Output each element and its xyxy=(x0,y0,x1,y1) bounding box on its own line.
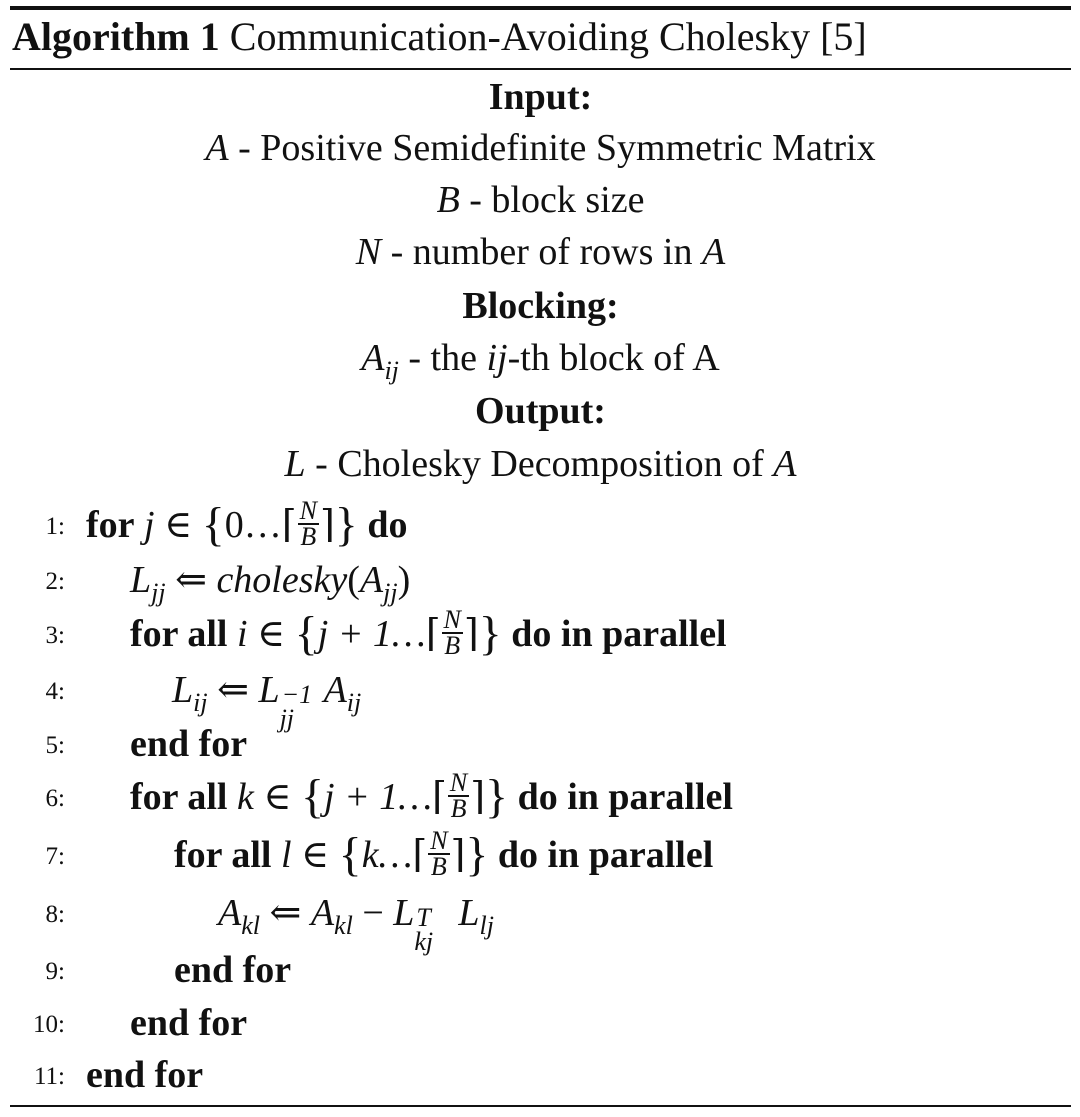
algo-line-2: 2: $L_{jj}$ ⇐ $cholesky(A_{jj})$ xyxy=(45,559,411,607)
algo-line-11: 11: end for xyxy=(33,1054,204,1096)
line-number: 3: xyxy=(45,622,65,649)
bottom-rule xyxy=(10,1105,1071,1107)
line-number: 7: xyxy=(45,843,65,870)
algo-line-9: 9: end for xyxy=(45,949,292,991)
line-number: 11: xyxy=(33,1063,65,1090)
input-item-a: A - Positive Semidefinite Symmetric Matrix xyxy=(205,127,876,169)
line-number: 1: xyxy=(45,513,65,540)
input-header: Input: xyxy=(488,76,593,118)
algo-line-3: 3: for all i ∈ {j + 1…⌈ $\frac{N}{B}$ ⌉} do in parallel xyxy=(45,605,727,661)
line-number: 10: xyxy=(33,1011,65,1038)
algo-line-6: 6: for all k ∈ {j + 1…⌈ $\frac{N}{B}$ ⌉} do in parallel xyxy=(45,768,733,824)
algo-line-4: 4: $L_{ij}$ ⇐ L −1 jj $A_{ij}$ xyxy=(45,669,362,733)
line-number: 9: xyxy=(45,958,65,985)
line-number: 6: xyxy=(45,785,65,812)
line-number: 2: xyxy=(45,568,65,595)
input-item-b: B - block size xyxy=(436,179,645,221)
line-number: 4: xyxy=(45,678,65,705)
algo-line-10: 10: end for xyxy=(33,1002,248,1044)
algo-line-1: 1: for j ∈ {0…⌈ $\frac{N}{B}$ ⌉} do xyxy=(45,496,408,552)
algo-line-5: 5: end for xyxy=(45,723,248,765)
line-number: 5: xyxy=(45,732,65,759)
algorithm-label: Algorithm 1 xyxy=(12,14,220,59)
output-header: Output: xyxy=(475,390,606,432)
algorithm-caption xyxy=(12,6,867,68)
input-item-n: N - number of rows in A xyxy=(355,231,726,273)
fraction-n-over-b: $\frac{N}{B}$ xyxy=(299,496,317,552)
algo-line-7: 7: for all l ∈ {k…⌈ $\frac{N}{B}$ ⌉} do in parallel xyxy=(45,826,714,882)
blocking-item: $A_{ij}$ - the ij-th block of A xyxy=(361,337,720,385)
line-number: 8: xyxy=(45,901,65,928)
output-item: L - Cholesky Decomposition of A xyxy=(284,443,797,485)
caption-rule xyxy=(10,68,1071,70)
algo-line-8: 8: $A_{kl}$ ⇐ $A_{kl} - L$ T kj $L_{lj}$ xyxy=(45,892,494,956)
algorithm-title: Communication-Avoiding Cholesky [5] xyxy=(229,14,867,59)
blocking-header: Blocking: xyxy=(462,285,619,327)
